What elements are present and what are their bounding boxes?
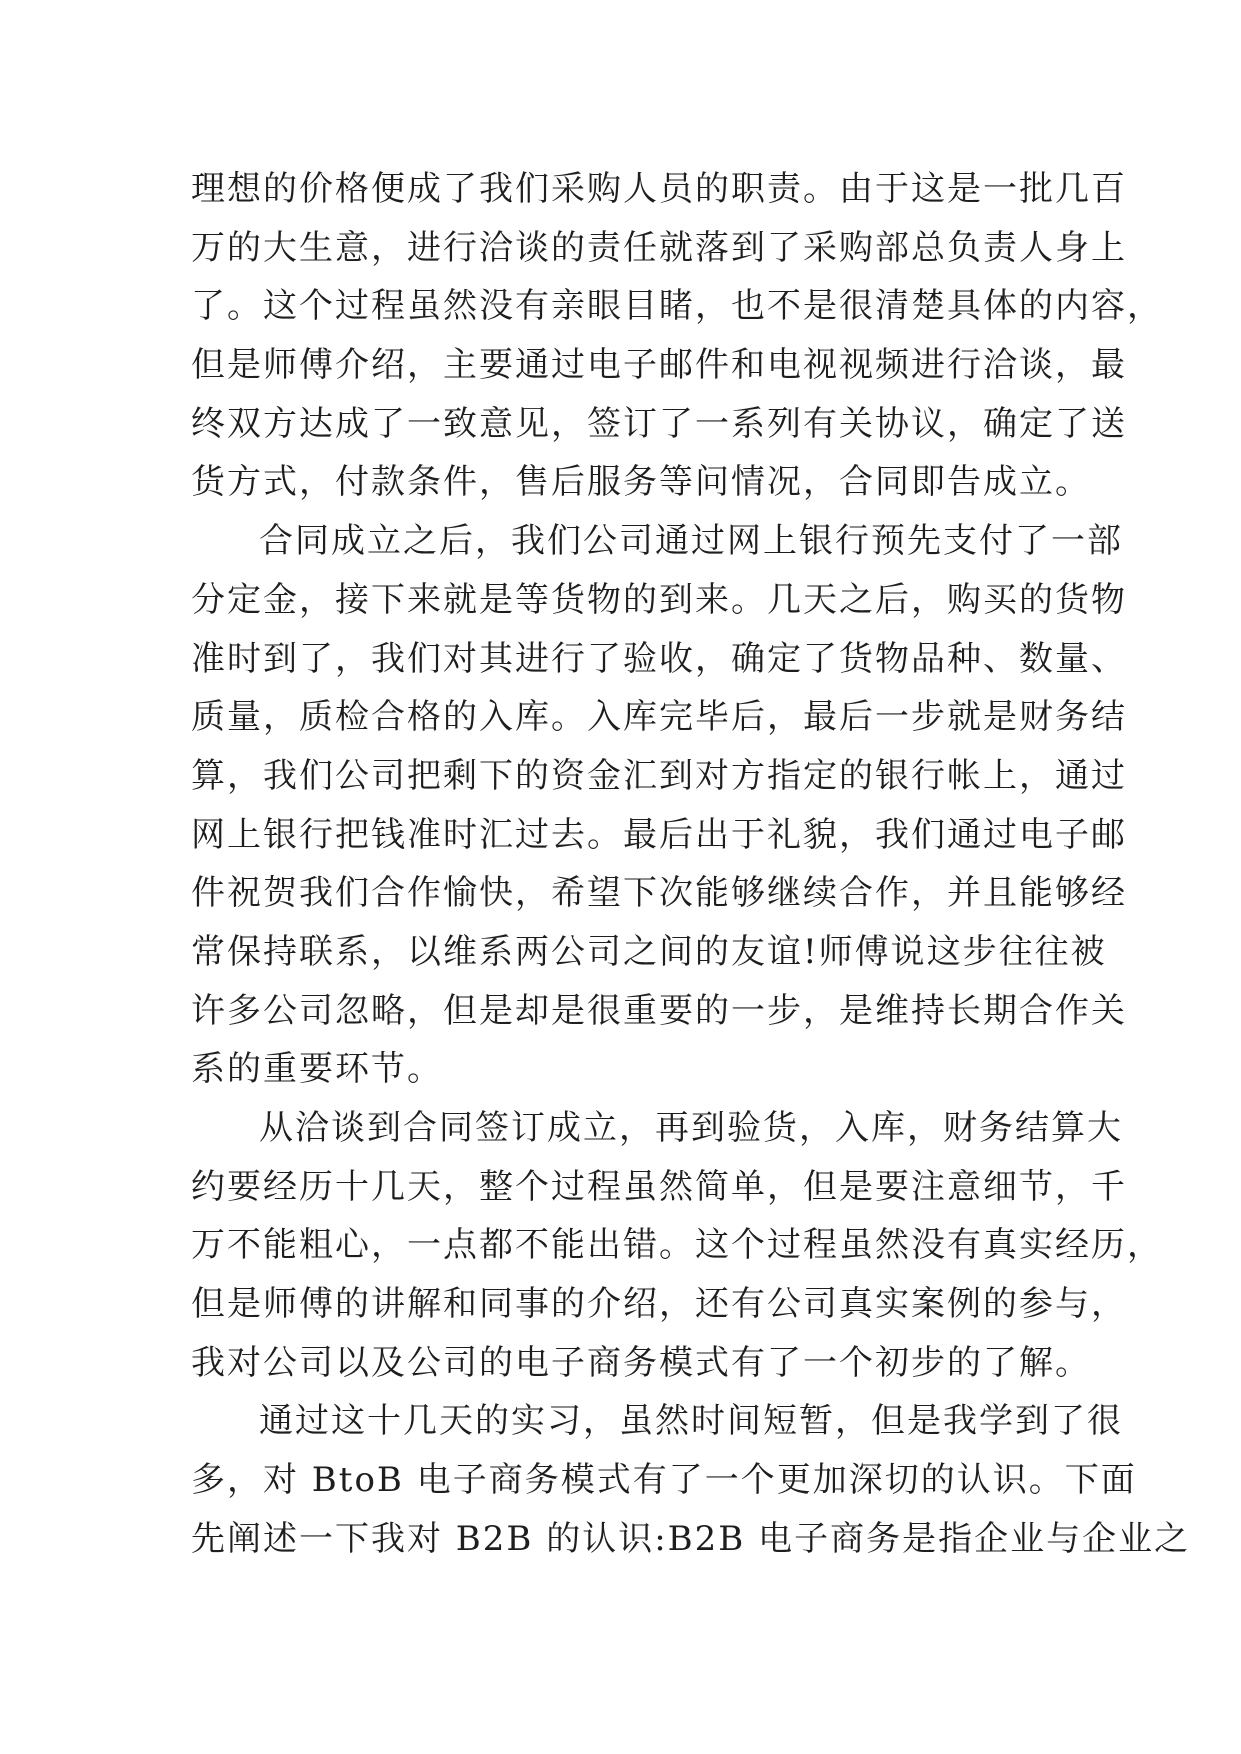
text-line: 许多公司忽略，但是却是很重要的一步，是维持长期合作关 bbox=[191, 990, 1127, 1031]
text-line: 我对公司以及公司的电子商务模式有了一个初步的了解。 bbox=[191, 1342, 1091, 1383]
text-line: 准时到了，我们对其进行了验收，确定了货物品种、数量、 bbox=[191, 638, 1127, 679]
text-line: 质量，质检合格的入库。入库完毕后，最后一步就是财务结 bbox=[191, 697, 1127, 738]
text-line: 但是师傅介绍，主要通过电子邮件和电视视频进行洽谈，最 bbox=[191, 345, 1127, 386]
text-line: 网上银行把钱准时汇过去。最后出于礼貌，我们通过电子邮 bbox=[191, 814, 1127, 855]
text-line: 合同成立之后，我们公司通过网上银行预先支付了一部 bbox=[259, 521, 1123, 562]
text-line: 约要经历十几天，整个过程虽然简单，但是要注意细节，千 bbox=[191, 1166, 1127, 1207]
paragraph bbox=[191, 1099, 1163, 1392]
paragraph bbox=[191, 160, 1163, 512]
text-line: 算，我们公司把剩下的资金汇到对方指定的银行帐上，通过 bbox=[191, 755, 1127, 796]
text-line: 万不能粗心，一点都不能出错。这个过程虽然没有真实经历， bbox=[191, 1225, 1163, 1266]
text-line: 从洽谈到合同签订成立，再到验货，入库，财务结算大 bbox=[259, 1108, 1123, 1148]
text-line: 但是师傅的讲解和同事的介绍，还有公司真实案例的参与， bbox=[191, 1284, 1127, 1325]
paragraph bbox=[191, 1392, 1191, 1568]
text-line: 常保持联系，以维系两公司之间的友谊!师傅说这步往往被 bbox=[191, 931, 1107, 972]
paragraph bbox=[191, 512, 1127, 1099]
text-line: 多，对 BtoB 电子商务模式有了一个更加深切的认识。下面 bbox=[191, 1460, 1137, 1501]
body-text bbox=[191, 160, 1191, 1569]
text-line: 货方式，付款条件，售后服务等问情况，合同即告成立。 bbox=[191, 462, 1091, 503]
text-line: 万的大生意，进行洽谈的责任就落到了采购部总负责人身上 bbox=[191, 227, 1127, 268]
text-line: 通过这十几天的实习，虽然时间短暂，但是我学到了很 bbox=[259, 1401, 1123, 1442]
text-line: 系的重要环节。 bbox=[191, 1049, 443, 1090]
text-line: 了。这个过程虽然没有亲眼目睹，也不是很清楚具体的内容， bbox=[191, 286, 1163, 327]
text-line: 终双方达成了一致意见，签订了一系列有关协议，确定了送 bbox=[191, 403, 1127, 444]
text-line: 分定金，接下来就是等货物的到来。几天之后，购买的货物 bbox=[191, 579, 1127, 620]
text-line: 理想的价格便成了我们采购人员的职责。由于这是一批几百 bbox=[191, 169, 1127, 209]
text-line: 先阐述一下我对 B2B 的认识:B2B 电子商务是指企业与企业之 bbox=[191, 1518, 1191, 1559]
text-line: 件祝贺我们合作愉快，希望下次能够继续合作，并且能够经 bbox=[191, 873, 1127, 914]
